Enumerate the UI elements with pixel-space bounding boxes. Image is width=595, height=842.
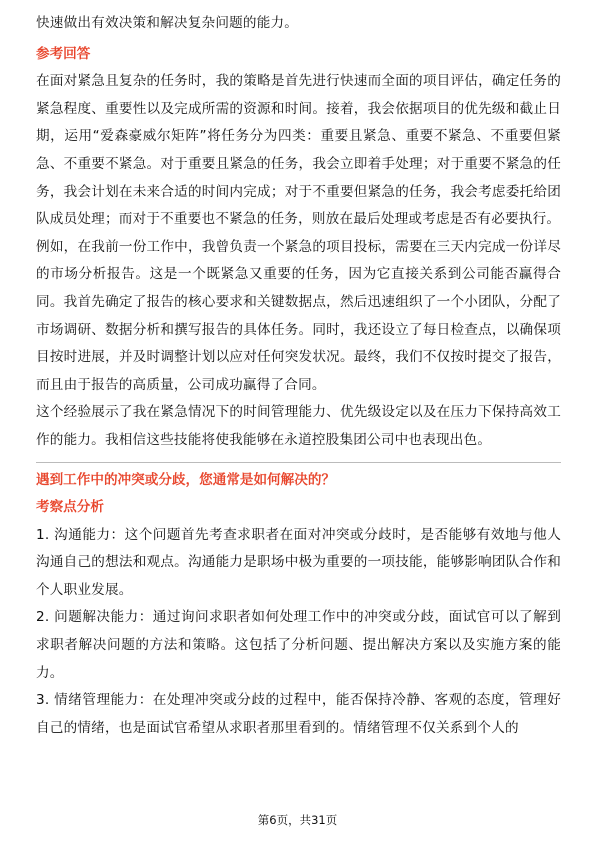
analysis-point: 1. 沟通能力：这个问题首先考查求职者在面对冲突或分歧时，是否能够有效地与他人沟通自己的想法和观点。沟通能力是职场中极为重要的一项技能，能够影响团队合作和个人职业发展。 bbox=[36, 526, 561, 598]
answer-paragraph: 这个经验展示了我在紧急情况下的时间管理能力、优先级设定以及在压力下保持高效工作的能力。我相信这些技能将使我能够在永道控股集团公司中也表现出色。 bbox=[36, 404, 561, 448]
answer-paragraph: 例如，在我前一份工作中，我曾负责一个紧急的项目投标，需要在三天内完成一份详尽的市场分析报告。这是一个既紧急又重要的任务，因为它直接关系到公司能否赢得合同。我首先确定了报告的核心要求和关键数据点，然后迅速组织了一个小团队，分配了市场调研、数据分析和撰写报告的具体任务。同时，我还设立了每日检查点，以确保项目按时进展，并及时调整计划以应对任何突发状况。最终，我们不仅按时提交了报告，而且由于报告的高质量，公司成功赢得了合同。 bbox=[36, 238, 561, 393]
analysis-point: 3. 情绪管理能力：在处理冲突或分歧的过程中，能否保持冷静、客观的态度，管理好自己的情绪，也是面试官希望从求职者那里看到的。情绪管理不仅关系到个人的 bbox=[36, 692, 561, 736]
section-divider bbox=[36, 462, 561, 463]
analysis-heading: 考察点分析 bbox=[36, 499, 104, 516]
analysis-point: 2. 问题解决能力：通过询问求职者如何处理工作中的冲突或分歧，面试官可以了解到求职者解决问题的方法和策略。这包括了分析问题、提出解决方案以及实施方案的能力。 bbox=[36, 609, 561, 681]
question-title: 遇到工作中的冲突或分歧，您通常是如何解决的？ bbox=[36, 471, 336, 488]
page-content bbox=[36, 10, 561, 742]
answer-paragraph: 在面对紧急且复杂的任务时，我的策略是首先进行快速而全面的项目评估，确定任务的紧急程度、重要性以及完成所需的资源和时间。接着，我会依据项目的优先级和截止日期，运用“爱森豪威尔矩阵”将任务分为四类：重要且紧急、重要不紧急、不重要但紧急、不重要不紧急。对于重要且紧急的任务，我会立即着手处理；对于重要不紧急的任务，我会计划在未来合适的时间内完成；对于不重要但紧急的任务，我会考虑委托给团队成员处理；而对于不重要也不紧急的任务，则放在最后处理或考虑是否有必要执行。 bbox=[36, 73, 561, 228]
intro-line: 快速做出有效决策和解决复杂问题的能力。 bbox=[36, 15, 299, 31]
answer-heading: 参考回答 bbox=[36, 45, 91, 62]
page-number-footer: 第6页，共31页 bbox=[257, 813, 338, 827]
